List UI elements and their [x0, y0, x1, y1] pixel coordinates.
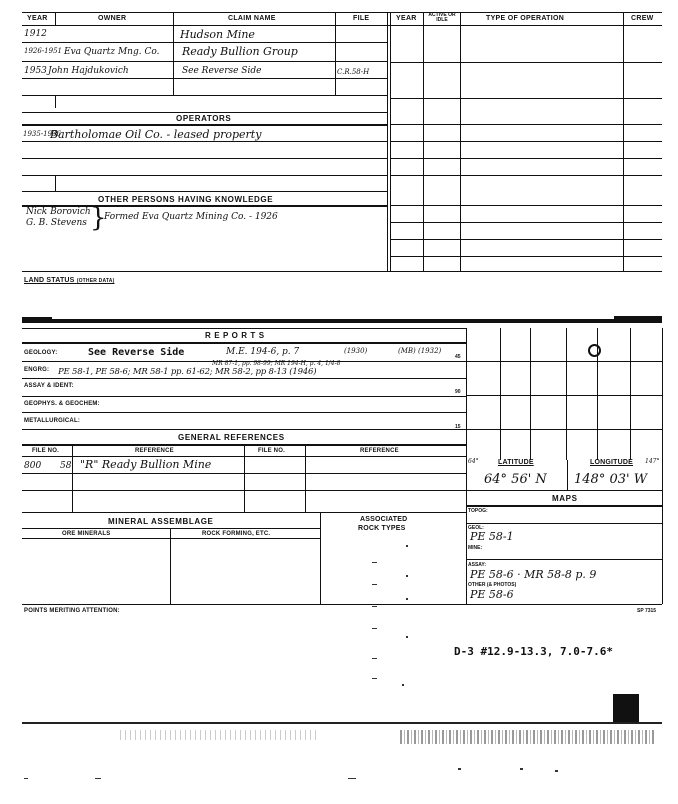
header-year: YEAR: [27, 15, 48, 22]
engrg-label: ENGRG:: [24, 367, 50, 373]
genref-header-file-2: FILE NO.: [258, 448, 285, 454]
owner-row-3-year: 1953: [24, 66, 47, 76]
owner-row-3-owner: John Hajdukovich: [48, 66, 129, 76]
reports-title: R E P O R T S: [205, 331, 265, 340]
geology-year-1: (1930): [344, 347, 368, 355]
latitude-label: LATITUDE: [498, 459, 534, 466]
mineral-title: MINERAL ASSEMBLAGE: [108, 517, 214, 526]
engrg-top: MR 87-1, pp. 98-99; MR 194-H, p. 4, 1/4-8: [212, 360, 341, 367]
topog-label: TOPOG:: [468, 508, 488, 514]
engrg-hand: PE 58-1, PE 58-6; MR 58-1 pp. 61-62; MR 58-2, pp 8-13 (1946): [58, 367, 317, 377]
owner-row-1-claim: Hudson Mine: [180, 28, 255, 41]
other-map-value: PE 58-6: [470, 588, 514, 601]
owner-row-1-year: 1912: [24, 29, 47, 39]
black-square: [613, 694, 639, 724]
brace: }: [90, 203, 107, 233]
owner-row-2-owner: Eva Quartz Mng. Co.: [64, 47, 160, 57]
lat-degree-mark: 64°: [468, 458, 479, 465]
genref-row-1-num: 58: [60, 461, 72, 471]
latitude-value: 64° 56' N: [484, 472, 547, 487]
assay-map-label: ASSAY:: [468, 562, 487, 568]
assay-label: ASSAY & IDENT:: [24, 383, 74, 389]
operators-row-1-text: Bartholomae Oil Co. - leased property: [50, 128, 262, 141]
points-label: POINTS MERITING ATTENTION:: [24, 608, 120, 614]
land-status-text: LAND STATUS: [24, 277, 75, 284]
knowledge-title: OTHER PERSONS HAVING KNOWLEDGE: [98, 195, 274, 204]
knowledge-name-2: G. B. Stevens: [26, 218, 87, 228]
stamp-text: D-3 #12.9-13.3, 7.0-7.6*: [454, 645, 613, 658]
header-file: FILE: [353, 15, 370, 22]
ore-minerals-header: ORE MINERALS: [62, 531, 111, 537]
genref-row-1-file: 800: [24, 461, 42, 471]
assay-map-value: PE 58-6 · MR 58-8 p. 9: [470, 568, 597, 581]
rock-types-label: ROCK TYPES: [358, 525, 406, 532]
genref-header-file-1: FILE NO.: [32, 448, 59, 454]
top-section: [0, 0, 678, 280]
geol-value: PE 58-1: [470, 530, 514, 543]
other-map-label: OTHER (& PHOTOS): [468, 582, 517, 588]
land-status-sub: (OTHER DATA): [76, 278, 115, 284]
longitude-value: 148° 03' W: [574, 472, 648, 487]
genref-header-reference-2: REFERENCE: [360, 448, 399, 454]
geophys-label: GEOPHYS. & GEOCHEM:: [24, 401, 100, 407]
owner-row-2-claim: Ready Bullion Group: [182, 45, 298, 58]
header-claim-name: CLAIM NAME: [228, 15, 276, 22]
lon-degree-mark: 147°: [645, 458, 660, 465]
form-code: SP 7315: [637, 608, 657, 614]
general-references-title: GENERAL REFERENCES: [178, 433, 285, 442]
geology-num: 45: [455, 354, 461, 360]
right-header-crew: CREW: [631, 15, 654, 22]
geology-year-2: (MB) (1932): [398, 347, 442, 355]
genref-row-1-reference: "R" Ready Bullion Mine: [80, 458, 212, 471]
land-status-label: [24, 277, 114, 284]
geology-label: GEOLOGY:: [24, 350, 58, 356]
scan-edge-line: [22, 722, 662, 724]
owner-row-3-file: C.R.58-H: [337, 68, 370, 76]
knowledge-name-1: Nick Borovich: [26, 207, 91, 217]
rock-forming-header: ROCK FORMING, ETC.: [202, 531, 271, 537]
geology-hand: M.E. 194-6, p. 7: [226, 347, 300, 357]
metallurgical-label: METALLURGICAL:: [24, 418, 81, 424]
reports-section: [0, 323, 678, 613]
metallurgical-num: 15: [455, 424, 461, 430]
geol-label: GEOL:: [468, 525, 484, 531]
assay-num: 90: [455, 389, 461, 395]
operators-title: OPERATORS: [176, 114, 232, 123]
right-header-type: TYPE OF OPERATION: [486, 15, 565, 22]
geology-typed: See Reverse Side: [88, 347, 185, 358]
right-header-year: YEAR: [396, 15, 417, 22]
circled-dot: [588, 344, 601, 357]
dash-marks: [370, 540, 410, 690]
owner-row-3-claim: See Reverse Side: [182, 66, 262, 76]
header-owner: OWNER: [98, 15, 127, 22]
associated-label: ASSOCIATED: [360, 516, 408, 523]
operators-row-1-year: 1935-1936: [23, 130, 61, 138]
knowledge-note: Formed Eva Quartz Mining Co. - 1926: [104, 212, 278, 222]
maps-label: MAPS: [552, 494, 578, 503]
right-header-active: ACTIVE OR IDLE: [428, 12, 456, 23]
longitude-label: LONGITUDE: [590, 459, 634, 466]
genref-header-reference-1: REFERENCE: [135, 448, 174, 454]
mine-label: MINE:: [468, 545, 483, 551]
owner-row-2-year: 1926-1951: [24, 47, 62, 55]
